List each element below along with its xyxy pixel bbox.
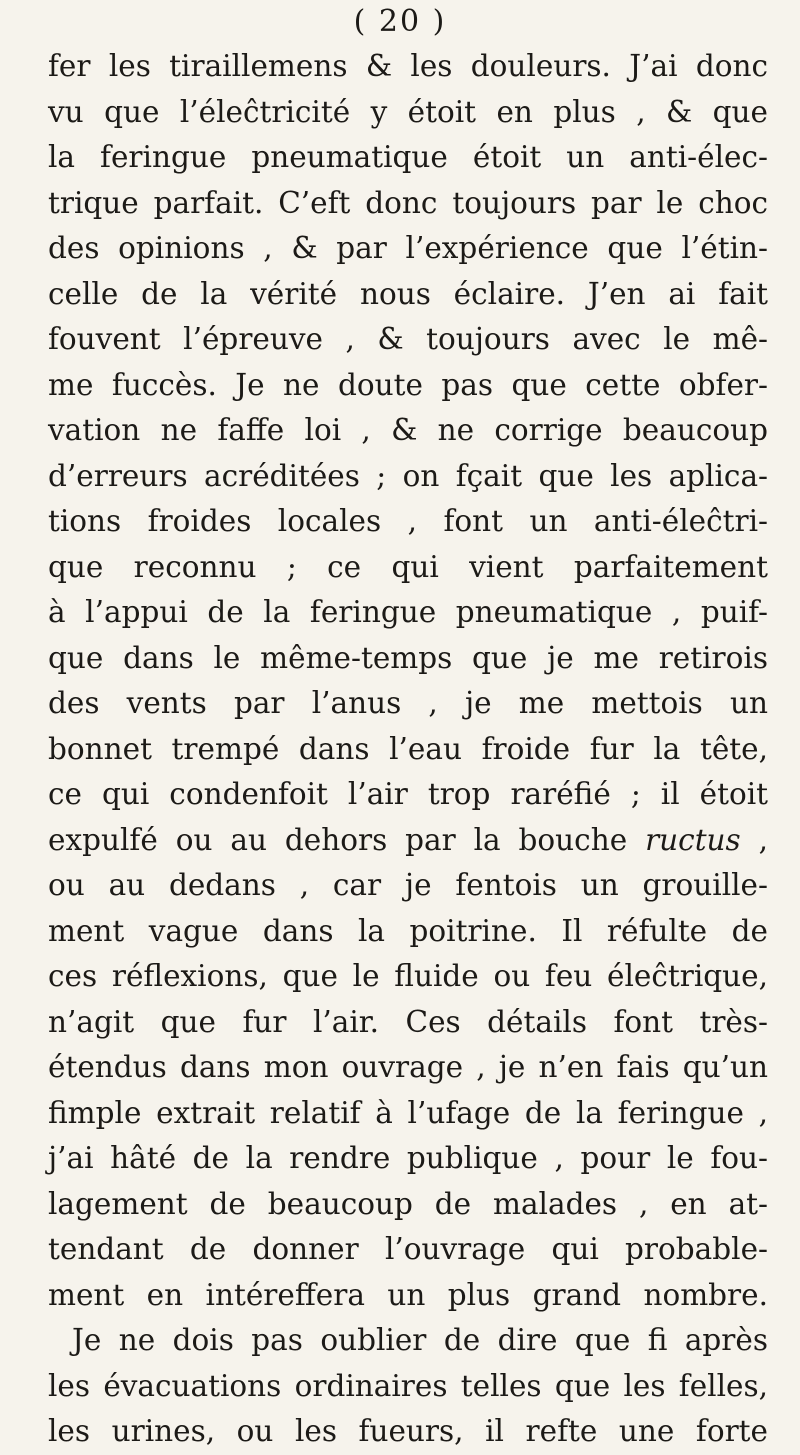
text-line: des opinions , & par l’expérience que l’étin- [48,231,768,265]
text-line: à l’appui de la feringue pneumatique , puif- [48,595,768,629]
text-segment: , [740,822,768,857]
text-line: ment vague dans la poitrine. Il réfulte de [48,913,768,948]
text-line: tions froides locales , font un anti-éleĉtri- [48,504,768,538]
text-line: les urines, ou les fueurs, il refte une forte [48,1414,768,1448]
text-line: lagement de beaucoup de malades , en at- [48,1186,768,1221]
text-line: Je ne dois pas oublier de dire que fi après [72,1323,768,1357]
text-line: ment en intéreffera un plus grand nombre. [48,1277,768,1312]
text-line: tendant de donner l’ouvrage qui probable- [48,1232,768,1266]
text-line: des vents par l’anus , je me mettois un [48,686,768,720]
text-segment: expulfé ou au dehors par la bouche [48,822,628,857]
text-line: que dans le même-temps que je me retirois [48,640,768,675]
text-line: la feringue pneumatique étoit un anti-élec- [48,140,768,174]
page-number: ( 20 ) [353,4,447,39]
text-line: vu que l’éleĉtricité y étoit en plus , & que [48,94,768,129]
text-line: n’agit que fur l’air. Ces détails font très- [48,1004,768,1039]
text-line: que reconnu ; ce qui vient parfaitement [48,549,768,584]
text-line-with-italic [48,818,768,864]
text-line: ce qui condenfoit l’air trop raréfié ; il étoit [48,777,768,811]
text-line: j’ai hâté de la rendre publique , pour le fou- [48,1141,768,1175]
text-line: d’erreurs acréditées ; on fçait que les aplica- [48,458,768,493]
text-line: les évacuations ordinaires telles que les felles, [48,1368,768,1403]
text-line: fer les tiraillemens & les douleurs. J’ai donc [48,49,768,83]
text-line: bonnet trempé dans l’eau froide fur la tête, [48,731,768,766]
italic-latin-word: ructus [645,822,741,857]
text-line: vation ne faffe loi , & ne corrige beaucoup [48,413,768,447]
body-text [48,44,768,1455]
text-line: ou au dedans , car je fentois un grouille- [48,868,768,902]
text-line: celle de la vérité nous éclaire. J’en ai fait [48,276,768,311]
text-line: trique parfait. C’eft donc toujours par le choc [48,185,768,220]
text-line: fouvent l’épreuve , & toujours avec le mê- [48,322,768,356]
text-line: fimple extrait relatif à l’ufage de la feringue , [48,1095,768,1130]
text-line: ces réflexions, que le fluide ou feu éleĉtrique, [48,959,768,993]
text-line: me fuccès. Je ne doute pas que cette obfer- [48,367,768,402]
text-line: étendus dans mon ouvrage , je n’en fais qu’un [48,1050,768,1084]
